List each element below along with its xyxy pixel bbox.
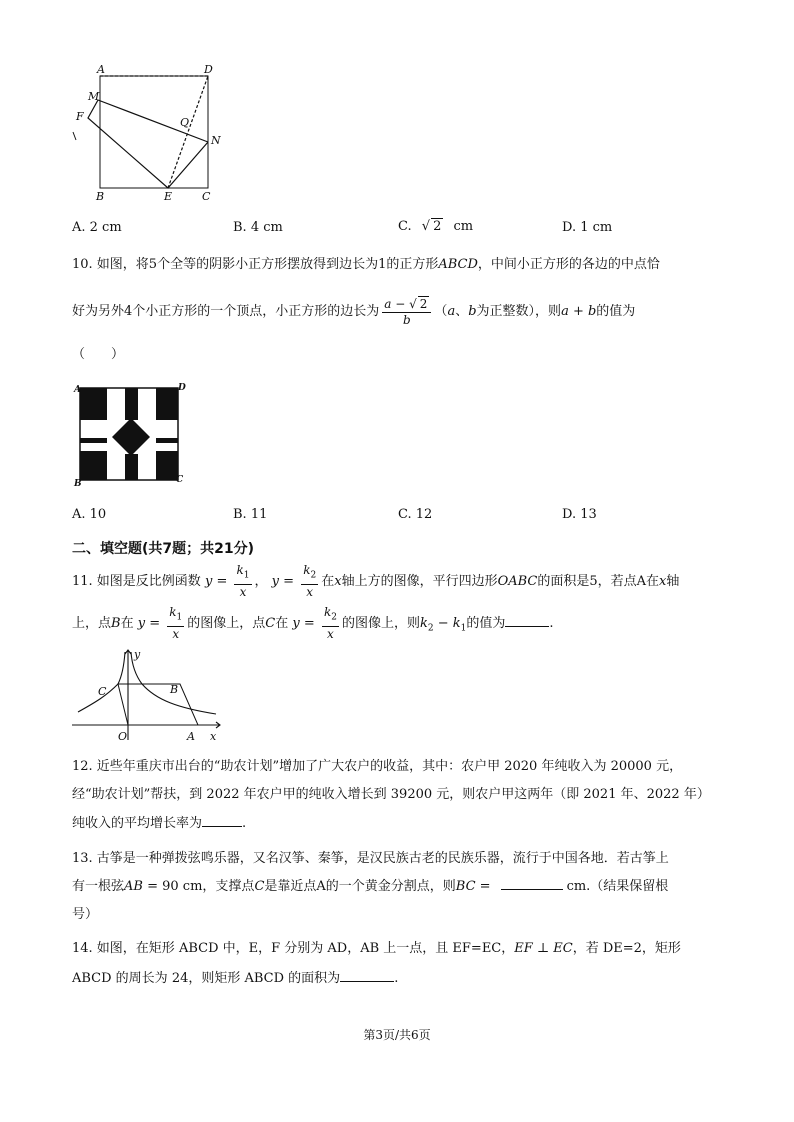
q11-k1-expr-sub: 1 (460, 623, 467, 634)
q11-y4: y (292, 616, 300, 631)
q14-perp: EF ⊥ EC (514, 941, 573, 956)
section-title: 二、填空题(共7题；共21分) (72, 541, 255, 557)
q11-oabc: OABC (497, 574, 538, 589)
q11-frac-k1 (234, 563, 251, 599)
q11-text-2g: . (549, 616, 554, 631)
label-B: B (96, 190, 105, 202)
q14-text-2: ABCD 的周长为 24，则矩形 ABCD 的面积为 (72, 971, 341, 986)
q11-frac-k1b (167, 605, 184, 641)
q13-eq: = (475, 879, 491, 894)
q11-k1-expr: k (452, 616, 461, 631)
q11-k2-expr: k (419, 616, 428, 631)
q13-line1: 13. 古筝是一种弹拨弦鸣乐器，又名汉筝、秦筝，是汉民族古老的民族乐器，流行于中国各地．若古筝上 (72, 851, 669, 866)
q11-text-1b: 在 (321, 574, 335, 589)
label-D: D (204, 63, 213, 76)
q11-eq3: = (145, 616, 165, 631)
q13-text-2c: ，支撑点 (202, 879, 255, 894)
q11-k2-expr-sub: 2 (427, 623, 434, 634)
q11-minus: − (433, 616, 453, 631)
q10-text-2: 好为另外4个小正方形的一个顶点，小正方形的边长为 (72, 304, 380, 319)
q12-answer-blank[interactable] (202, 826, 242, 827)
q13-bc: BC (455, 879, 476, 894)
q13-answer-blank[interactable] (501, 889, 563, 890)
q11-point-c: C (265, 616, 276, 631)
fig11-label-y: y (134, 648, 141, 661)
q11-k1-sub: 1 (243, 570, 250, 581)
q10-var-b: b (468, 304, 477, 319)
q10-paren-open: （ (434, 304, 448, 319)
q10-label-C: C (176, 475, 184, 485)
q10-label-B: B (74, 479, 82, 489)
q10-frac-minus: − (391, 296, 410, 311)
q11-k1: k (236, 563, 244, 578)
q13-text-2: 有一根弦 (72, 879, 125, 894)
label-F: F (76, 110, 84, 123)
q14-text-2-end: . (394, 971, 399, 986)
label-C: C (202, 190, 211, 202)
q9-option-c: C. √ 2 cm (398, 219, 474, 234)
q10-option-b: B. 11 (233, 507, 268, 522)
q10-fraction: $\frac{a - √ 2}{b}$ (382, 296, 431, 328)
q9-option-c-root: 2 (433, 219, 442, 234)
q13-line2 (72, 878, 668, 896)
q11-k2-sub: 2 (310, 570, 317, 581)
label-A: A (97, 63, 105, 76)
label-Q: Q (180, 116, 190, 129)
coordinate-figure-q11 (70, 646, 230, 742)
q10-answer-paren: （ ） (72, 347, 125, 362)
q13-unit: cm (566, 879, 587, 894)
label-E: E (164, 190, 173, 202)
q9-option-d: D. 1 cm (562, 220, 613, 235)
q12-text-3: 纯收入的平均增长率为 (72, 816, 203, 831)
q10-label-D: D (178, 383, 186, 393)
geometry-figure-q9 (70, 62, 230, 202)
q12-line2: 经“助农计划”帮扶，到 2022 年农户甲的纯收入增长到 39200 元，则农户甲这两年（即 2021 年、2022 年） (72, 787, 710, 802)
q11-x4: x (327, 626, 334, 641)
q10-var-a: a (447, 304, 456, 319)
q11-x2: x (306, 584, 314, 599)
q11-text-1: 11. 如图是反比例函数 (72, 574, 201, 589)
page-number: 第3页/共6页 (363, 1028, 431, 1042)
q10-frac-b: b (403, 312, 411, 327)
q11-text-1e: 轴 (666, 574, 680, 589)
q14-text-1: 14. 如图，在矩形 ABCD 中，E，F 分别为 AD，AB 上一点，且 EF=EC， (72, 941, 515, 956)
q11-text-2b: 在 (120, 616, 134, 631)
q11-frac-k2 (301, 563, 318, 599)
q12-line1: 12. 近些年重庆市出台的“助农计划”增加了广大农户的收益，其中：农户甲 2020 年纯收入为 20000 元， (72, 759, 683, 774)
q11-y1: y (204, 574, 213, 589)
q11-x1: x (239, 584, 247, 599)
q9-option-c-prefix: C. (398, 219, 412, 234)
q13-line3: 号） (72, 907, 99, 922)
q10-option-d: D. 13 (562, 507, 597, 522)
label-M: M (88, 90, 100, 103)
q11-text-2: 上，点 (72, 616, 112, 631)
q12-text-3-end: . (242, 816, 247, 831)
q11-text-2f: 的值为 (466, 616, 506, 631)
q11-answer-blank[interactable] (505, 626, 549, 627)
q10-expr: a + b (561, 304, 597, 319)
q11-text-2c: 的图像上，点 (187, 616, 266, 631)
q11-point-b: B (111, 616, 121, 631)
q11-line1 (72, 562, 679, 602)
fig11-label-o: O (118, 730, 128, 742)
q12-line3 (72, 815, 246, 833)
q11-eq4: = (299, 616, 319, 631)
square-figure-q10 (72, 380, 187, 490)
q13-point-c: C (254, 879, 265, 894)
q10-text-2-mid: 为正整数），则 (476, 304, 562, 319)
q11-x3: x (172, 626, 180, 641)
q13-text-2g: .（结果保留根 (586, 879, 669, 894)
q10-label-A: A (74, 385, 81, 395)
q14-text-1c: ，若 DE=2，矩形 (572, 941, 681, 956)
q11-k2b-sub: 2 (331, 612, 337, 623)
q10-line1 (72, 256, 660, 274)
q11-y2: y (271, 574, 280, 589)
q10-option-c: C. 12 (398, 507, 433, 522)
q11-text-2d: 在 (275, 616, 289, 631)
q11-k2: k (303, 563, 311, 578)
q13-ab: AB (124, 879, 143, 894)
fig11-label-x: x (210, 730, 217, 742)
fig11-label-a: A (187, 730, 195, 742)
q10-frac-a: a (384, 296, 392, 311)
q10-frac-root: 2 (419, 296, 428, 311)
q14-line2 (72, 970, 398, 988)
fig11-label-b: B (170, 683, 179, 696)
q11-x-axis: x (334, 574, 342, 589)
q9-option-c-unit: cm (453, 219, 474, 234)
q10-line2 (72, 294, 635, 330)
q11-k2b: k (323, 605, 332, 620)
q13-length: = 90 cm (142, 879, 203, 894)
q11-line2 (72, 604, 554, 649)
q9-option-b: B. 4 cm (233, 220, 283, 235)
q11-text-2e: 的图像上，则 (341, 616, 420, 631)
q11-y3: y (137, 616, 146, 631)
q14-line1 (72, 940, 681, 958)
label-N: N (211, 134, 221, 147)
q11-x-axis2: x (659, 574, 667, 589)
q11-text-1d: 的面积是5，若点A在 (537, 574, 660, 589)
q11-frac-k2b (322, 605, 339, 641)
q10-text-2-end: 的值为 (596, 304, 636, 319)
q13-text-2d: 是靠近点A的一个黄金分割点，则 (264, 879, 456, 894)
q10-text-1-end: ，中间小正方形的各边的中点恰 (477, 257, 660, 272)
q10-sep: 、 (455, 304, 469, 319)
q11-k1b: k (169, 605, 177, 620)
q11-comma: ， (254, 574, 268, 589)
q11-eq1: = (212, 574, 232, 589)
q9-option-a: A. 2 cm (72, 220, 122, 235)
q10-option-a: A. 10 (72, 507, 107, 522)
q14-answer-blank[interactable] (340, 981, 394, 982)
q10-square-name: ABCD (438, 257, 478, 272)
q11-eq2: = (279, 574, 299, 589)
q11-k1b-sub: 1 (176, 612, 183, 623)
fig11-label-c: C (98, 685, 107, 698)
q10-text-1: 10. 如图，将5个全等的阴影小正方形摆放得到边长为1的正方形 (72, 257, 439, 272)
q11-text-1c: 轴上方的图像，平行四边形 (341, 574, 498, 589)
